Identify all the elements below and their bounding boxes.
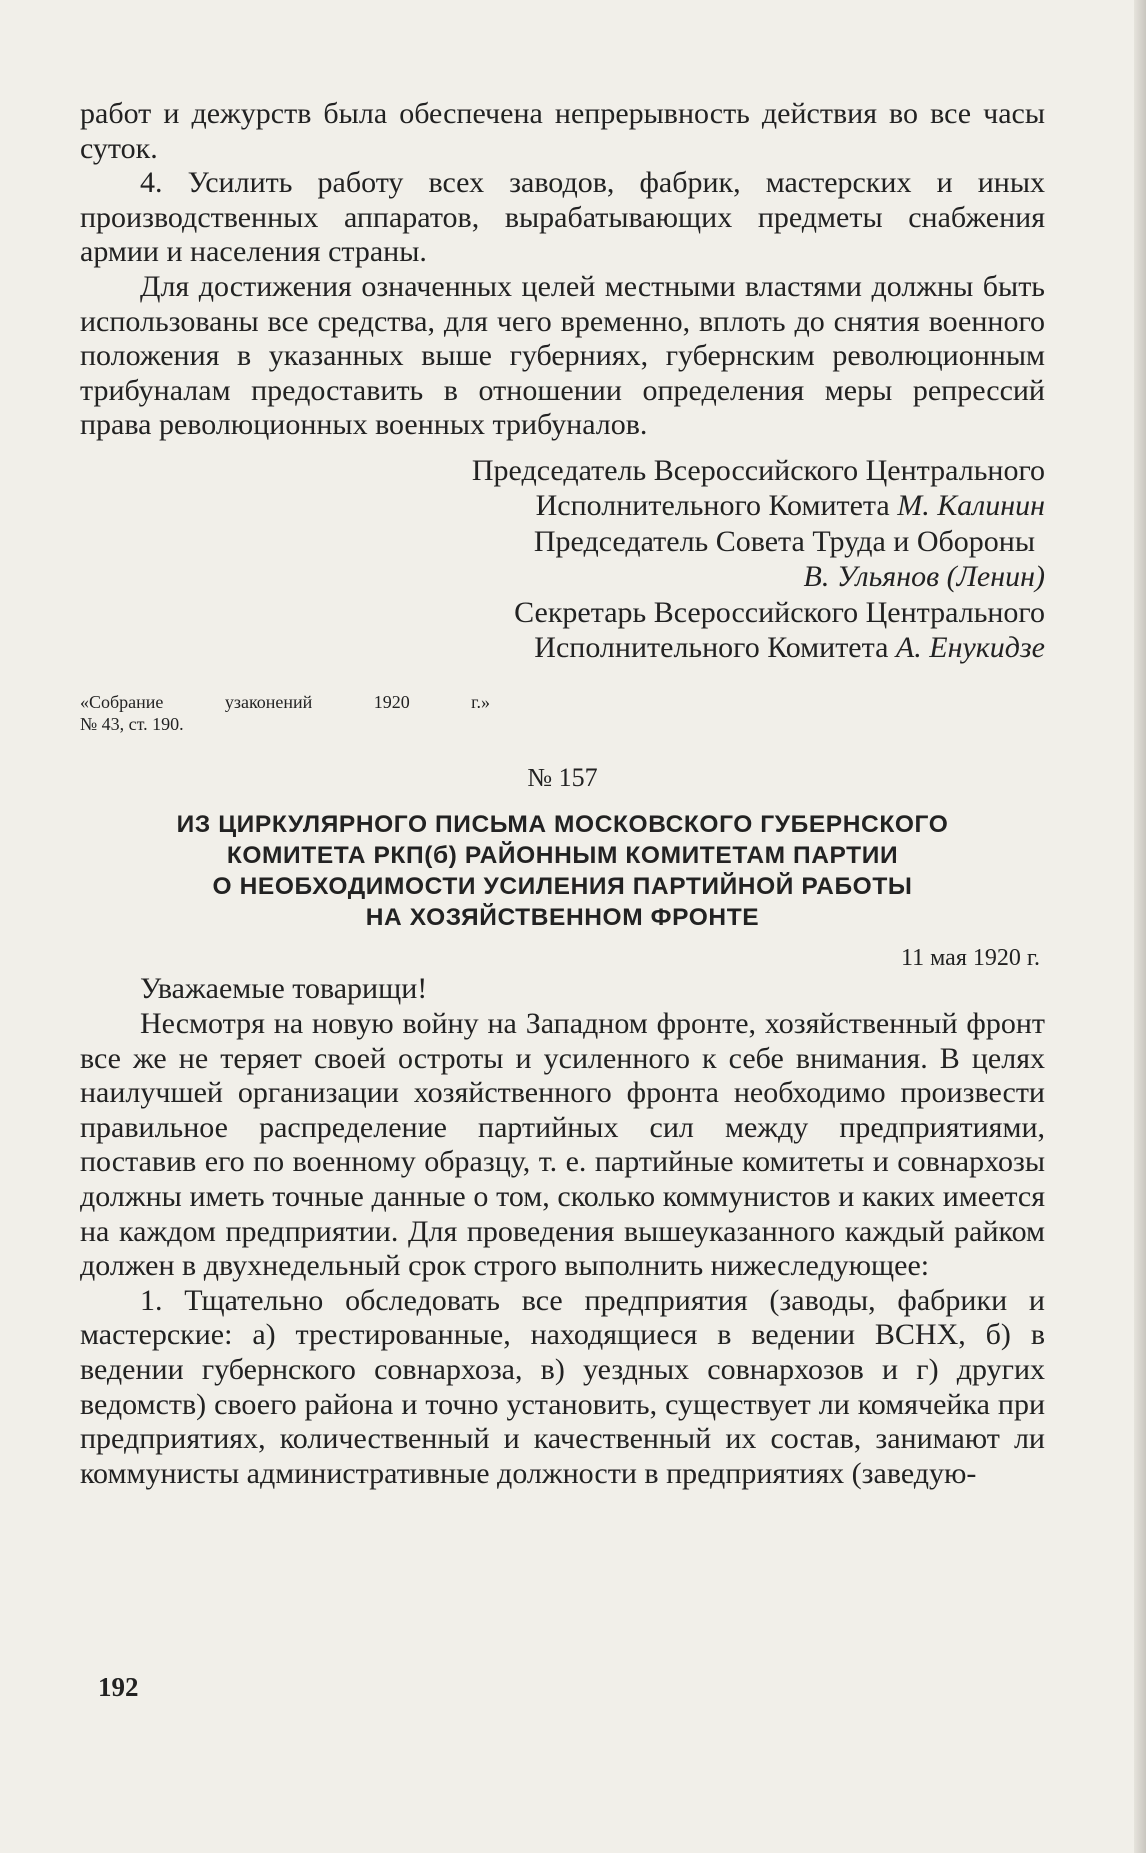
page-edge-shadow: [1134, 0, 1146, 1853]
source-citation: [80, 691, 490, 735]
citation-line: [80, 691, 490, 713]
signatory-name: В. Ульянов (Ленин): [803, 560, 1045, 594]
signature-line: [80, 559, 1045, 594]
paragraph-item-4: 4. Усилить работу всех заводов, фабрик, мастерских и иных производственных аппаратов, вырабатывающих предметы снабжения армии и населения страны.: [80, 166, 1045, 269]
document-date: 11 мая 1920 г.: [901, 945, 1040, 972]
signature-title: Исполнительного Комитета: [534, 630, 896, 664]
heading-line: О НЕОБХОДИМОСТИ УСИЛЕНИЯ ПАРТИЙНОЙ РАБОТЫ: [212, 873, 913, 901]
heading-line: ИЗ ЦИРКУЛЯРНОГО ПИСЬМА МОСКОВСКОГО ГУБЕРНСКОГО: [176, 811, 949, 839]
text-column: [80, 97, 1045, 1491]
paragraph-item-1: 1. Тщательно обследовать все предприятия (заводы, фабрики и мастерские: а) трестированные, находящиеся в ведении ВСНХ, б) в ведении губернского совнархоза, в) уездных совнархозов и г) других ведомств) своего района и точно установить, существует ли комячейка при предприятиях, количественный и качественный их состав, занимают ли коммунисты административные должности в предприятиях (заведую-: [80, 1283, 1045, 1490]
citation-word: г.»: [471, 692, 490, 713]
salutation: Уважаемые товарищи!: [140, 972, 428, 1006]
citation-word: узаконений: [224, 692, 313, 713]
signatory-name: М. Калинин: [897, 489, 1045, 523]
paragraph-intro: Несмотря на новую войну на Западном фронте, хозяйственный фронт все же не теряет своей остроты и усиленного к себе внимания. В целях наилучшей организации хозяйственного фронта необходимо произвести правильное распределение партийных сил между предприятиями, поставив его по военному образцу, т. е. партийные комитеты и совнархозы должны иметь точные данные о том, сколько коммунистов и каких имеется на каждом предприятии. Для проведения вышеуказанного каждый райком должен в двухнедельный срок строго выполнить нижеследующее:: [80, 1006, 1045, 1283]
signatory-name: А. Енукидзе: [895, 630, 1045, 664]
heading-line: КОМИТЕТА РКП(б) РАЙОННЫМ КОМИТЕТАМ ПАРТИИ: [226, 842, 899, 870]
document-heading: [80, 809, 1045, 933]
signature-line: Председатель Всероссийского Центрального: [471, 453, 1045, 487]
signature-line: [80, 630, 1045, 665]
signature-line: Секретарь Всероссийского Центрального: [514, 595, 1045, 629]
heading-line: НА ХОЗЯЙСТВЕННОМ ФРОНТЕ: [365, 904, 760, 932]
signature-line: Председатель Совета Труда и Обороны: [533, 524, 1035, 558]
signature-line: [80, 488, 1045, 523]
document-number: № 157: [527, 763, 598, 793]
citation-line: № 43, ст. 190.: [80, 714, 184, 735]
paragraph-measures: Для достижения означенных целей местными властями должны быть использованы все средства, для чего временно, вплоть до снятия военного положения в указанных выше губерниях, губернским революционным трибуналам предоставить в отношении определения меры репрессий права революционных военных трибуналов.: [80, 269, 1045, 442]
citation-word: «Собрание: [80, 692, 164, 713]
paragraph-continuation: работ и дежурств была обеспечена непрерывность действия во все часы суток.: [80, 97, 1045, 165]
page-number: 192: [98, 1672, 139, 1702]
signature-block: [80, 453, 1045, 665]
citation-word: 1920: [373, 692, 410, 713]
signature-title: Исполнительного Комитета: [535, 489, 898, 523]
